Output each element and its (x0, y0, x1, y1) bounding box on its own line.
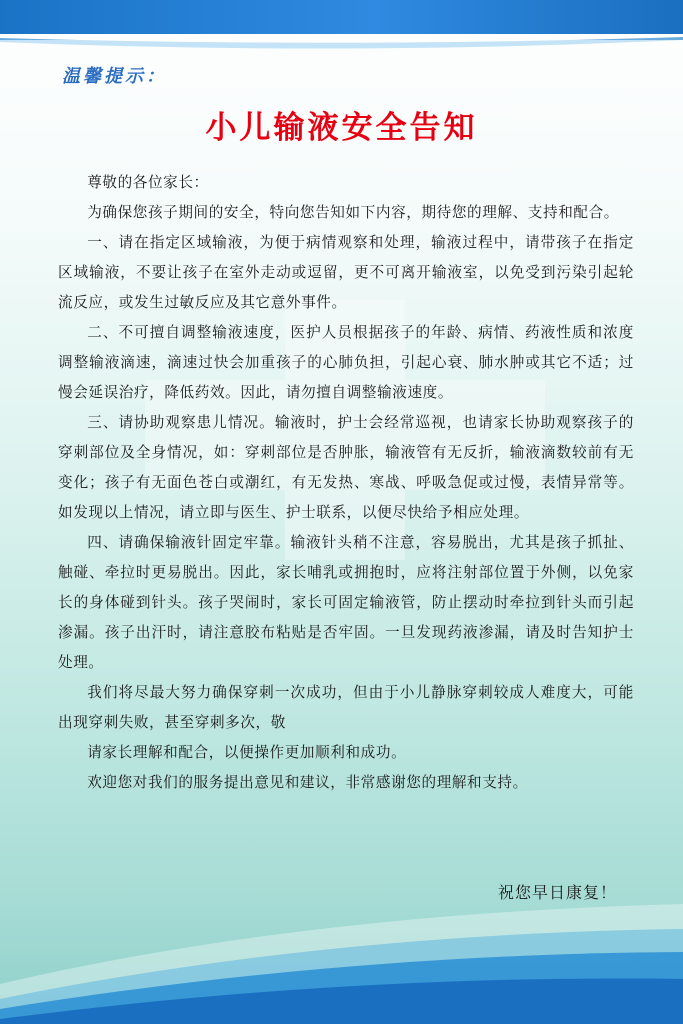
item-four-paragraph: 四、请确保输液针固定牢靠。输液针头稍不注意，容易脱出，尤其是孩子抓扯、触碰、牵拉时更易脱出。因此，家长哺乳或拥抱时，应将注射部位置于外侧，以免家长的身体碰到针头。孩子哭闹时，家长可固定输液管，防止摆动时牵拉到针头而引起渗漏。孩子出汗时，请注意胶布粘贴是否牢固。一旦发现药液渗漏，请及时告知护士处理。 (58, 534, 634, 671)
item-three-paragraph: 三、请协助观察患儿情况。输液时，护士会经常巡视，也请家长协助观察孩子的穿刺部位及全身情况，如：穿刺部位是否肿胀，输液管有无反折，输液滴数较前有无变化；孩子有无面色苍白或潮红，有无发热、寒战、呼吸急促或过慢，表情异常等。如发现以上情况，请立即与医生、护士联系，以便尽快给予相应处理。 (58, 414, 634, 521)
item-one-paragraph: 一、请在指定区域输液，为便于病情观察和处理，输液过程中，请带孩子在指定区域输液，不要让孩子在室外走动或逗留，更不可离开输液室，以免受到污染引起轮流反应，或发生过敏反应及其它意外事件。 (58, 234, 634, 311)
notice-title: 小儿输液安全告知 (205, 110, 478, 146)
item-two-paragraph: 二、不可擅自调整输液速度，医护人员根据孩子的年龄、病情、药液性质和浓度调整输液滴速，滴速过快会加重孩子的心肺负担，引起心衰、肺水肿或其它不适；过慢会延误治疗，降低药效。因此，请勿擅自调整输液速度。 (58, 324, 634, 401)
intro-paragraph: 为确保您孩子期间的安全，特向您告知如下内容，期待您的理解、支持和配合。 (87, 204, 619, 221)
top-banner-curve (0, 34, 683, 60)
bottom-wave-decoration (0, 874, 683, 1024)
feedback-paragraph: 欢迎您对我们的服务提出意见和建议，非常感谢您的理解和支持。 (87, 774, 528, 791)
warm-tip-label: 温馨提示： (62, 66, 167, 87)
effort-paragraph: 我们将尽最大努力确保穿刺一次成功，但由于小儿静脉穿刺较成人难度大，可能出现穿刺失败，甚至穿刺多次，敬 (58, 684, 634, 731)
cooperation-paragraph: 请家长理解和配合，以便操作更加顺利和成功。 (87, 744, 407, 761)
sign-off: 祝您早日康复！ (497, 883, 617, 902)
notice-body (58, 168, 634, 798)
greeting: 尊敬的各位家长： (87, 174, 209, 191)
